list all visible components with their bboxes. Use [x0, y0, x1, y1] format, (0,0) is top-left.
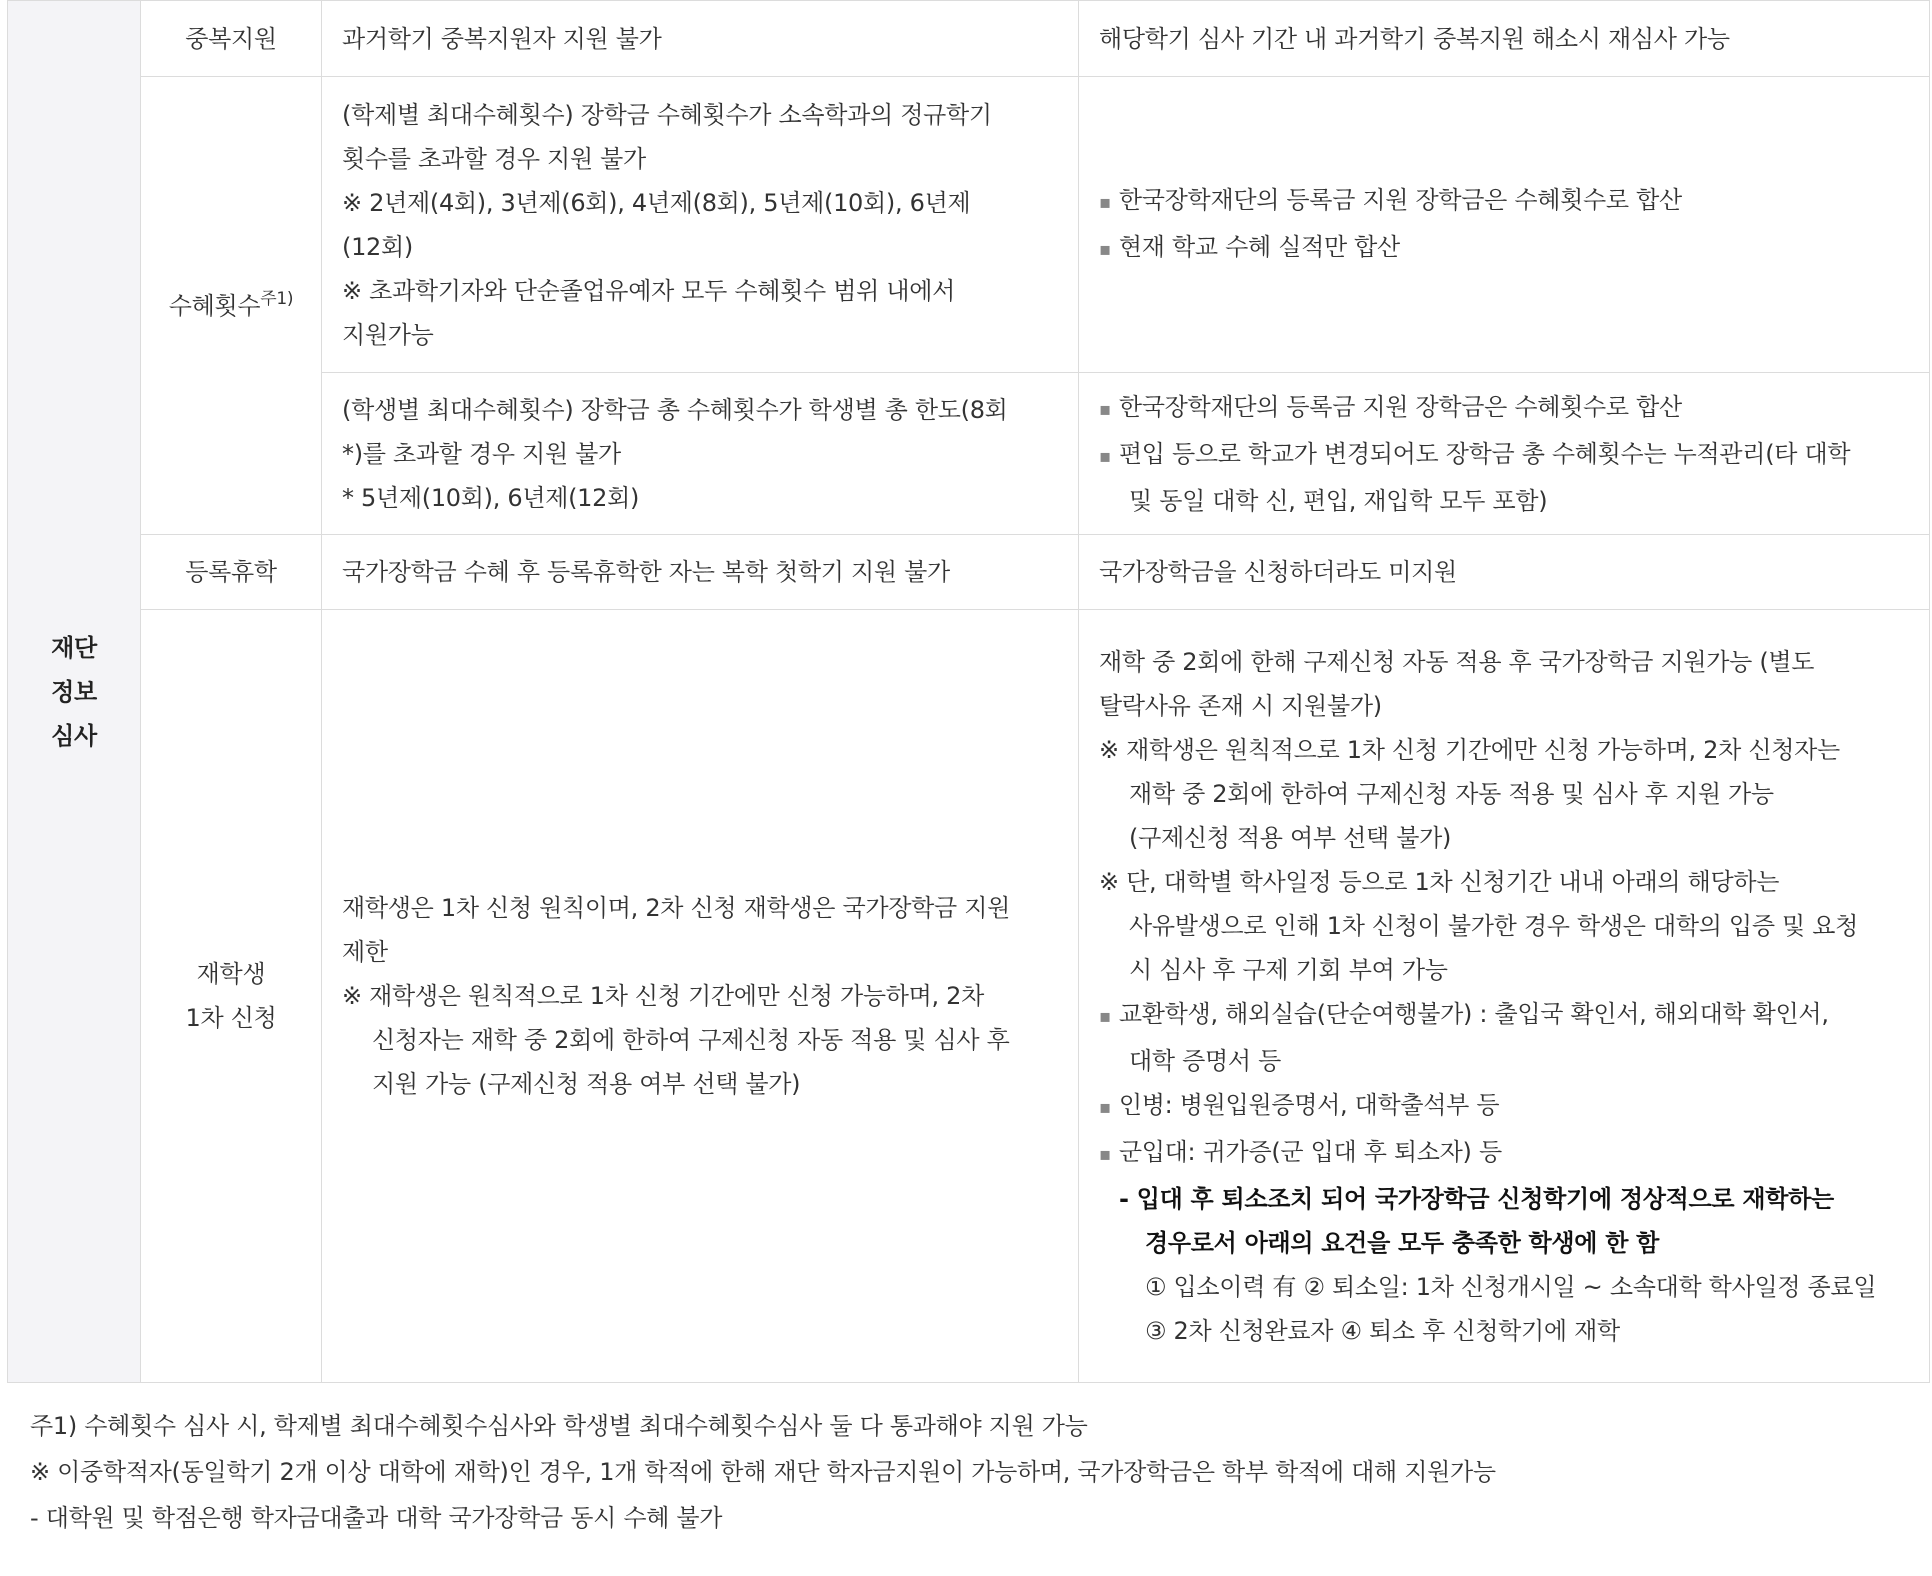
note-line: 재학 중 2회에 한해 구제신청 자동 적용 후 국가장학금 지원가능 (별도	[1099, 647, 1815, 676]
item-enrolled	[141, 610, 322, 1383]
footnote-1: 주1) 수혜횟수 심사 시, 학제별 최대수혜횟수심사와 학생별 최대수혜횟수심사 둘 다 통과해야 지원 가능	[30, 1412, 1088, 1440]
note-bullet: ▪ 한국장학재단의 등록금 지원 장학금은 수혜횟수로 합산	[1099, 178, 1909, 225]
note-requirement: ③ 2차 신청완료자 ④ 퇴소 후 신청학기에 재학	[1145, 1316, 1620, 1345]
condition-line: 재학생은 1차 신청 원칙이며, 2차 신청 재학생은 국가장학금 지원	[342, 894, 1010, 922]
note-line: 사유발생으로 인해 1차 신청이 불가한 경우 학생은 대학의 입증 및 요청	[1129, 911, 1859, 940]
condition-leave: 국가장학금 수혜 후 등록휴학한 자는 복학 첫학기 지원 불가	[322, 535, 1079, 610]
condition-line: * 5년제(10회), 6년제(12회)	[342, 483, 640, 512]
footnote-3: - 대학원 및 학점은행 학자금대출과 대학 국가장학금 동시 수혜 불가	[30, 1504, 723, 1532]
note-line: (구제신청 적용 여부 선택 불가)	[1129, 823, 1452, 852]
note-line: 재학 중 2회에 한하여 구제신청 자동 적용 및 심사 후 지원 가능	[1129, 779, 1774, 808]
note-duplicate: 해당학기 심사 기간 내 과거학기 중복지원 해소시 재심사 가능	[1079, 1, 1930, 77]
condition-line: *)를 초과할 경우 지원 불가	[342, 439, 621, 468]
note-line: 탈락사유 존재 시 지원불가)	[1099, 691, 1382, 720]
item-duplicate: 중복지원	[141, 1, 322, 77]
note-bullet: ▪ 편입 등으로 학교가 변경되어도 장학금 총 수혜횟수는 누적관리(타 대학	[1099, 432, 1909, 479]
table-row-enrolled	[8, 610, 1930, 1383]
condition-count-by-student	[322, 373, 1079, 535]
note-emphasis: - 입대 후 퇴소조치 되어 국가장학금 신청학기에 정상적으로 재학하는	[1119, 1184, 1834, 1213]
eligibility-table	[7, 0, 1930, 1383]
item-leave: 등록휴학	[141, 535, 322, 610]
note-line: 시 심사 후 구제 기회 부여 가능	[1129, 955, 1448, 984]
note-bullet: ▪ 현재 학교 수혜 실적만 합산	[1099, 225, 1909, 272]
condition-line: 횟수를 초과할 경우 지원 불가	[342, 144, 646, 173]
footnotes	[30, 1403, 1496, 1541]
table-row-count-by-system	[8, 77, 1930, 373]
condition-line: ※ 2년제(4회), 3년제(6회), 4년제(8회), 5년제(10회), 6년제	[342, 188, 971, 217]
note-bullet: ▪ 교환학생, 해외실습(단순여행불가) : 출입국 확인서, 해외대학 확인서,	[1099, 992, 1909, 1039]
condition-duplicate: 과거학기 중복지원자 지원 불가	[322, 1, 1079, 77]
condition-enrolled	[322, 610, 1079, 1383]
condition-line: (12회)	[342, 232, 413, 261]
item-count-cell	[141, 77, 322, 535]
condition-line: 지원가능	[342, 320, 434, 349]
condition-line: 지원 가능 (구제신청 적용 여부 선택 불가)	[372, 1070, 801, 1098]
footnote-marker: 주1)	[260, 288, 294, 309]
condition-line: (학제별 최대수혜횟수) 장학금 수혜횟수가 소속학과의 정규학기	[342, 100, 992, 129]
note-line: ※ 재학생은 원칙적으로 1차 신청 기간에만 신청 가능하며, 2차 신청자는	[1099, 735, 1840, 764]
category-cell	[8, 1, 141, 1383]
item-enrolled-line-2: 1차 신청	[185, 1004, 277, 1032]
category-line-3: 심사	[51, 721, 97, 750]
category-line-2: 정보	[51, 677, 97, 706]
footnote-2: ※ 이중학적자(동일학기 2개 이상 대학에 재학)인 경우, 1개 학적에 한해 재단 학자금지원이 가능하며, 국가장학금은 학부 학적에 대해 지원가능	[30, 1458, 1496, 1486]
condition-line: 제한	[342, 938, 388, 966]
note-line: ※ 단, 대학별 학사일정 등으로 1차 신청기간 내내 아래의 해당하는	[1099, 867, 1780, 896]
condition-line: ※ 초과학기자와 단순졸업유예자 모두 수혜횟수 범위 내에서	[342, 276, 955, 305]
note-count-by-system	[1079, 77, 1930, 373]
condition-line: ※ 재학생은 원칙적으로 1차 신청 기간에만 신청 가능하며, 2차	[342, 982, 985, 1010]
note-bullet: ▪ 군입대: 귀가증(군 입대 후 퇴소자) 등	[1099, 1130, 1909, 1177]
table-row-duplicate	[8, 1, 1930, 77]
note-leave: 국가장학금을 신청하더라도 미지원	[1079, 535, 1930, 610]
note-bullet-continuation: 및 동일 대학 신, 편입, 재입학 모두 포함)	[1129, 486, 1548, 515]
note-enrolled	[1079, 610, 1930, 1383]
note-bullet: ▪ 한국장학재단의 등록금 지원 장학금은 수혜횟수로 합산	[1099, 385, 1909, 432]
category-line-1: 재단	[51, 633, 97, 662]
condition-line: (학생별 최대수혜횟수) 장학금 총 수혜횟수가 학생별 총 한도(8회	[342, 395, 1008, 424]
item-count: 수혜횟수	[168, 291, 261, 320]
note-bullet: ▪ 인병: 병원입원증명서, 대학출석부 등	[1099, 1083, 1909, 1130]
note-bullet-continuation: 대학 증명서 등	[1129, 1046, 1281, 1075]
note-count-by-student	[1079, 373, 1930, 535]
note-emphasis: 경우로서 아래의 요건을 모두 충족한 학생에 한 함	[1145, 1228, 1660, 1257]
table-row-leave	[8, 535, 1930, 610]
note-requirement: ① 입소이력 有 ② 퇴소일: 1차 신청개시일 ~ 소속대학 학사일정 종료일	[1145, 1272, 1877, 1301]
condition-line: 신청자는 재학 중 2회에 한하여 구제신청 자동 적용 및 심사 후	[372, 1026, 1010, 1054]
condition-count-by-system	[322, 77, 1079, 373]
item-enrolled-line-1: 재학생	[196, 960, 266, 988]
